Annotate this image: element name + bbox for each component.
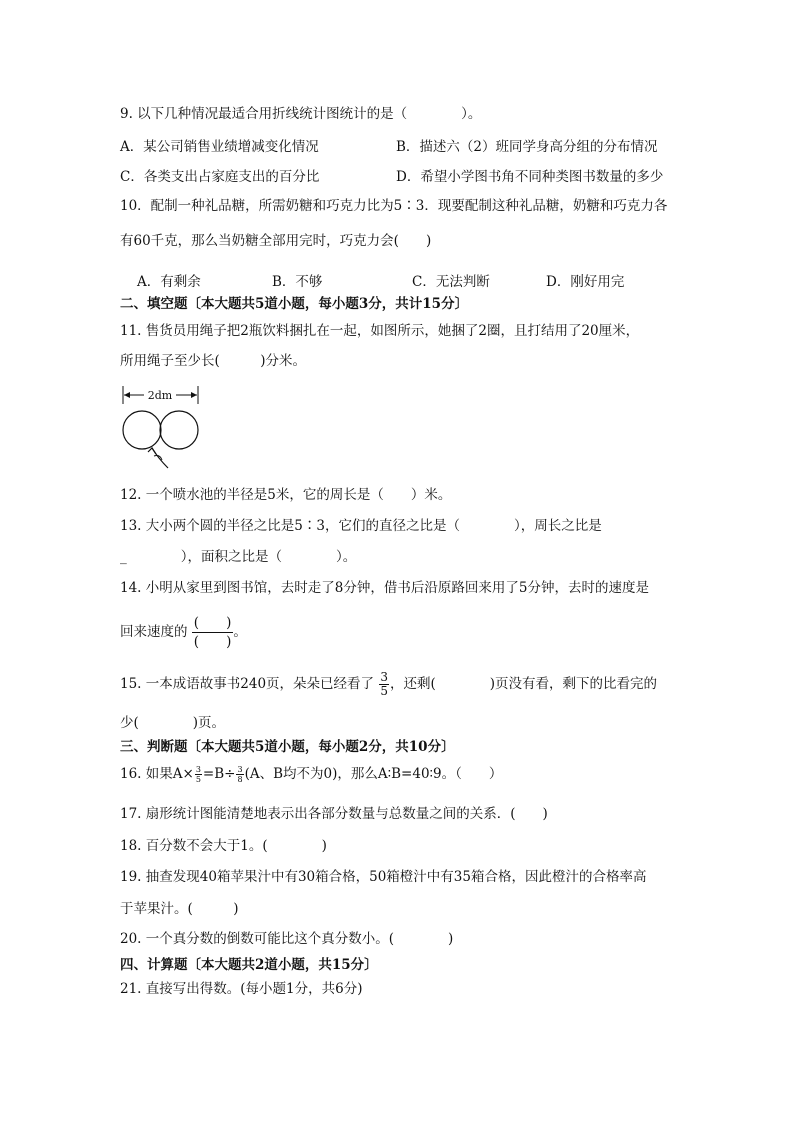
q15-fraction <box>379 671 389 698</box>
q15-fraction-numerator: 3 <box>380 670 388 684</box>
section-2-heading: 二、填空题〔本大题共5道小题，每小题3分，共计15分〕 <box>120 296 469 312</box>
q15-suffix: ，还剩( )页没有看，剩下的比看完的 <box>389 676 658 692</box>
q11-bottles-figure <box>118 384 208 474</box>
q20: 20. 一个真分数的倒数可能比这个真分数小。( ) <box>120 931 454 947</box>
q16-suffix: (A、B均不为0)，那么A∶B=40∶9。（ ） <box>244 766 503 782</box>
q12: 12. 一个喷水池的半径是5米，它的周长是（ ）米。 <box>120 487 452 503</box>
q14-line2 <box>120 614 247 651</box>
section-4-heading: 四、计算题〔本大题共2道小题，共15分〕 <box>120 957 378 973</box>
q14-fraction-denominator: ( ) <box>193 634 232 650</box>
q17: 17. 扇形统计图能清楚地表示出各部分数量与总数量之间的关系．( ) <box>120 806 548 822</box>
q10-line2: 有60千克，那么当奶糖全部用完时，巧克力会( ) <box>120 233 432 249</box>
q16 <box>120 761 502 787</box>
q13-line2-text: ），面积之比是（ ）。 <box>126 549 357 565</box>
q14-fraction <box>192 614 234 651</box>
q16-fraction-1-denominator: 5 <box>195 775 201 784</box>
q9-option-d: D．希望小学图书角不同种类图书数量的多少 <box>396 169 664 185</box>
q10-option-c: C．无法判断 <box>412 274 490 290</box>
q10-option-b: B．不够 <box>272 274 323 290</box>
q14-fraction-numerator: ( ) <box>193 615 232 631</box>
q16-fraction-2-numerator: 3 <box>237 765 243 774</box>
q15-line2: 少( )页。 <box>120 715 226 731</box>
q9-stem: 9. 以下几种情况最适合用折线统计图统计的是（ ）。 <box>120 106 482 122</box>
q16-prefix: 16. 如果A× <box>120 766 194 782</box>
q15-prefix: 15. 一本成语故事书240页，朵朵已经看了 <box>120 676 375 692</box>
q13-line2 <box>120 548 356 566</box>
q9-option-b: B．描述六（2）班同学身高分组的分布情况 <box>396 139 658 155</box>
q10-option-a: A．有剩余 <box>137 274 201 290</box>
q14-line2-suffix: 。 <box>233 624 247 640</box>
bottles-diagram <box>118 384 208 474</box>
q13-line1: 13. 大小两个圆的半径之比是5∶3，它们的直径之比是（ ），周长之比是 <box>120 518 602 534</box>
q19-line2: 于苹果汁。( ) <box>120 901 239 917</box>
q13-blank: _ <box>120 549 127 565</box>
dimension-label: 2dm <box>147 389 173 402</box>
q11-line1: 11. 售货员用绳子把2瓶饮料捆扎在一起，如图所示，她捆了2圈，且打结用了20厘米， <box>120 323 640 339</box>
q16-fraction-1-numerator: 3 <box>195 765 201 774</box>
q11-line2: 所用绳子至少长( )分米。 <box>120 353 307 369</box>
q16-fraction-1 <box>195 765 202 784</box>
q14-line2-prefix: 回来速度的 <box>120 624 188 640</box>
q9-option-c: C．各类支出占家庭支出的百分比 <box>120 169 320 185</box>
q10-option-d: D．刚好用完 <box>546 274 625 290</box>
q15-fraction-denominator: 5 <box>380 684 388 698</box>
q16-fraction-2-denominator: 8 <box>237 775 243 784</box>
q15-line1 <box>120 671 657 698</box>
section-3-heading: 三、判断题〔本大题共5道小题，每小题2分，共10分〕 <box>120 739 455 755</box>
q19-line1: 19. 抽查发现40箱苹果汁中有30箱合格，50箱橙汁中有35箱合格，因此橙汁的合格率高 <box>120 869 647 885</box>
q21: 21. 直接写出得数。(每小题1分，共6分) <box>120 981 363 997</box>
q10-line1: 10．配制一种礼品糖，所需奶糖和巧克力比为5∶3．现要配制这种礼品糖，奶糖和巧克力各 <box>120 198 668 214</box>
q16-fraction-2 <box>236 765 243 784</box>
q18: 18. 百分数不会大于1。( ) <box>120 838 327 854</box>
q16-middle: =B÷ <box>202 766 236 782</box>
q14-line1: 14. 小明从家里到图书馆，去时走了8分钟，借书后沿原路回来用了5分钟，去时的速度是 <box>120 580 649 596</box>
q9-option-a: A．某公司销售业绩增减变化情况 <box>120 139 319 155</box>
